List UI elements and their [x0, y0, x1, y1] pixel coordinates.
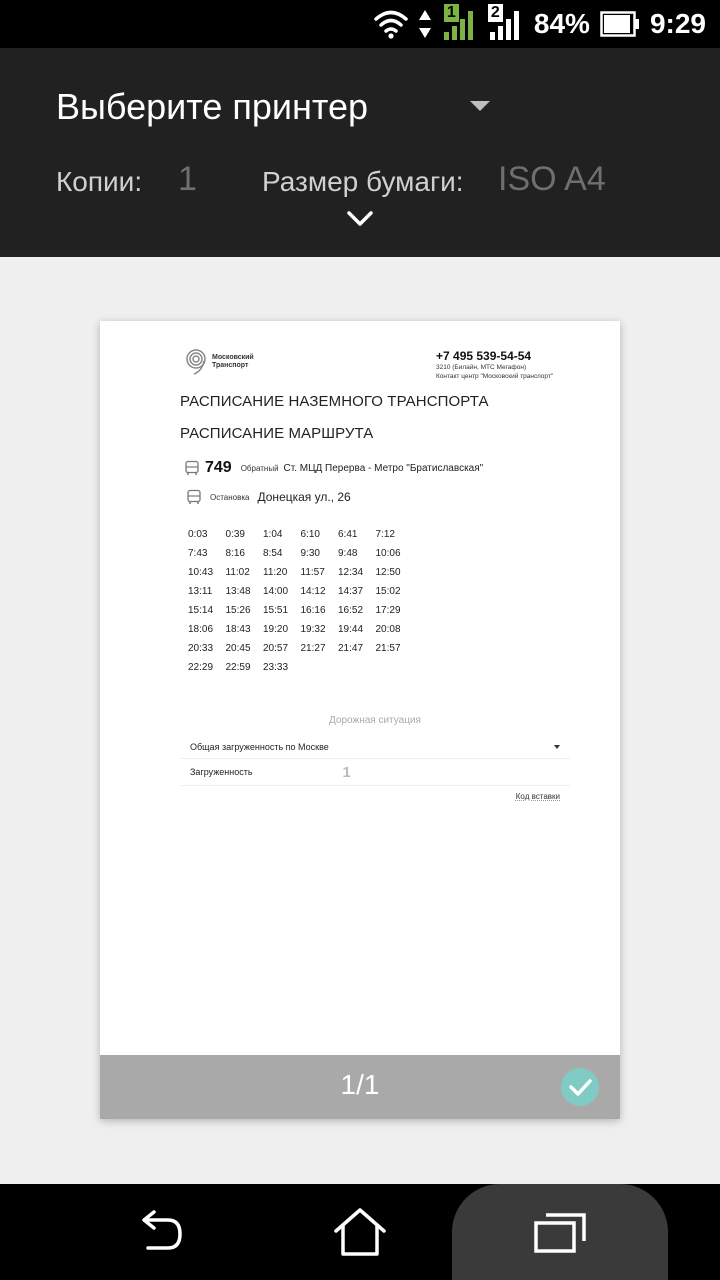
back-button[interactable] — [100, 1184, 220, 1280]
departure-times-grid — [188, 529, 413, 681]
printer-selector[interactable] — [56, 86, 368, 128]
departure-time: 7:12 — [375, 529, 395, 540]
departure-time: 21:27 — [300, 643, 326, 654]
departure-time: 14:00 — [263, 586, 289, 597]
print-options-header — [0, 48, 720, 257]
logo-line-1: Московский — [212, 354, 254, 361]
contact-phone: +7 495 539-54-54 — [436, 349, 532, 363]
printer-title: Выберите принтер — [56, 86, 368, 127]
contact-line-1: 3210 (Билайн, МТС Мегафон) — [436, 364, 527, 371]
departure-time: 18:06 — [188, 624, 214, 635]
departure-time: 11:20 — [263, 567, 288, 578]
sim2-badge: 2 — [488, 4, 503, 22]
departure-time: 20:08 — [375, 624, 401, 635]
sim1-signal — [442, 6, 478, 42]
bus-icon — [184, 460, 200, 476]
departure-time: 0:39 — [225, 529, 245, 540]
paper-size-label: Размер бумаги: — [262, 166, 464, 197]
departure-time: 21:57 — [375, 643, 401, 654]
departure-time: 20:57 — [263, 643, 289, 654]
traffic-widget — [180, 715, 570, 801]
departure-time: 6:41 — [338, 529, 358, 540]
transport-logo — [184, 349, 254, 375]
paper-size-value[interactable]: ISO A4 — [498, 160, 606, 198]
back-icon — [134, 1210, 186, 1254]
contact-line-2: Контакт центр "Московский транспорт" — [436, 373, 554, 380]
departure-time: 11:57 — [300, 567, 325, 578]
battery-percent: 84% — [533, 8, 590, 39]
departure-time: 12:50 — [375, 567, 401, 578]
document-content — [100, 321, 620, 1055]
home-button[interactable] — [300, 1184, 420, 1280]
departure-time: 7:43 — [188, 548, 208, 559]
recents-button[interactable] — [452, 1184, 668, 1280]
page-footer-bar — [100, 1055, 620, 1119]
sim1-badge: 1 — [444, 4, 459, 22]
departure-time: 22:29 — [188, 662, 214, 673]
embed-code-link[interactable]: Код вставки — [515, 792, 560, 801]
departure-time: 18:43 — [225, 624, 251, 635]
departure-time: 15:14 — [188, 605, 214, 616]
departure-time: 22:59 — [225, 662, 251, 673]
wifi-icon — [374, 9, 408, 39]
status-bar — [0, 0, 720, 48]
transport-logo-icon — [184, 349, 208, 375]
traffic-load-row — [180, 759, 570, 786]
clock: 9:29 — [649, 8, 706, 39]
check-circle-icon[interactable] — [560, 1067, 600, 1107]
departure-time: 15:51 — [263, 605, 289, 616]
recents-icon — [533, 1210, 587, 1254]
traffic-caption: Дорожная ситуация — [329, 715, 421, 726]
departure-time: 9:30 — [300, 548, 320, 559]
departure-time: 8:54 — [263, 548, 283, 559]
departure-time: 19:32 — [300, 624, 326, 635]
page-counter: 1/1 — [340, 1069, 380, 1100]
data-arrows-icon — [418, 8, 432, 40]
departure-time: 21:47 — [338, 643, 364, 654]
departure-time: 10:06 — [375, 548, 401, 559]
departure-time: 17:29 — [375, 605, 401, 616]
traffic-load-value: 1 — [342, 763, 351, 781]
departure-time: 15:26 — [225, 605, 251, 616]
dropdown-arrow-icon[interactable] — [470, 101, 490, 111]
copies-value[interactable]: 1 — [178, 160, 197, 198]
traffic-region-select[interactable] — [180, 735, 570, 759]
departure-time: 6:10 — [300, 529, 320, 540]
departure-time: 13:11 — [188, 586, 213, 597]
battery-icon — [600, 11, 640, 37]
copies-label: Копии: — [56, 166, 143, 197]
departure-time: 10:43 — [188, 567, 214, 578]
status-icons — [374, 0, 706, 48]
departure-time: 0:03 — [188, 529, 208, 540]
departure-time: 16:52 — [338, 605, 364, 616]
stop-name: Донецкая ул., 26 — [257, 490, 351, 504]
route-row — [184, 459, 483, 477]
route-direction-label: Обратный — [240, 463, 279, 473]
departure-time: 8:16 — [225, 548, 245, 559]
departure-time: 19:20 — [263, 624, 289, 635]
departure-time: 15:02 — [375, 586, 401, 597]
route-name: Ст. МЦД Перерва - Метро "Братиславская" — [283, 462, 484, 474]
departure-time: 20:45 — [225, 643, 251, 654]
departure-time: 9:48 — [338, 548, 358, 559]
doc-title-2: РАСПИСАНИЕ МАРШРУТА — [180, 425, 374, 442]
route-number: 749 — [205, 459, 232, 476]
sim2-signal — [488, 6, 524, 42]
departure-time: 20:33 — [188, 643, 214, 654]
bus-stop-icon — [186, 489, 202, 505]
doc-title-1: РАСПИСАНИЕ НАЗЕМНОГО ТРАНСПОРТА — [180, 393, 489, 410]
home-icon — [332, 1207, 388, 1257]
traffic-region-value: Общая загруженность по Москве — [190, 741, 329, 752]
traffic-load-label: Загруженность — [190, 767, 253, 777]
print-preview-page[interactable] — [100, 321, 620, 1119]
departure-time: 14:12 — [300, 586, 326, 597]
departure-time: 19:44 — [338, 624, 364, 635]
departure-time: 1:04 — [263, 529, 283, 540]
departure-time: 16:16 — [300, 605, 326, 616]
navigation-bar — [0, 1184, 720, 1280]
chevron-down-icon[interactable] — [346, 210, 374, 228]
departure-time: 13:48 — [225, 586, 251, 597]
caret-down-icon — [554, 745, 560, 749]
stop-label: Остановка — [210, 492, 250, 502]
departure-time: 23:33 — [263, 662, 289, 673]
departure-time: 12:34 — [338, 567, 364, 578]
logo-line-2: Транспорт — [212, 362, 249, 369]
departure-time: 14:37 — [338, 586, 364, 597]
stop-row — [186, 489, 351, 505]
departure-time: 11:02 — [225, 567, 250, 578]
contact-block — [436, 349, 553, 381]
